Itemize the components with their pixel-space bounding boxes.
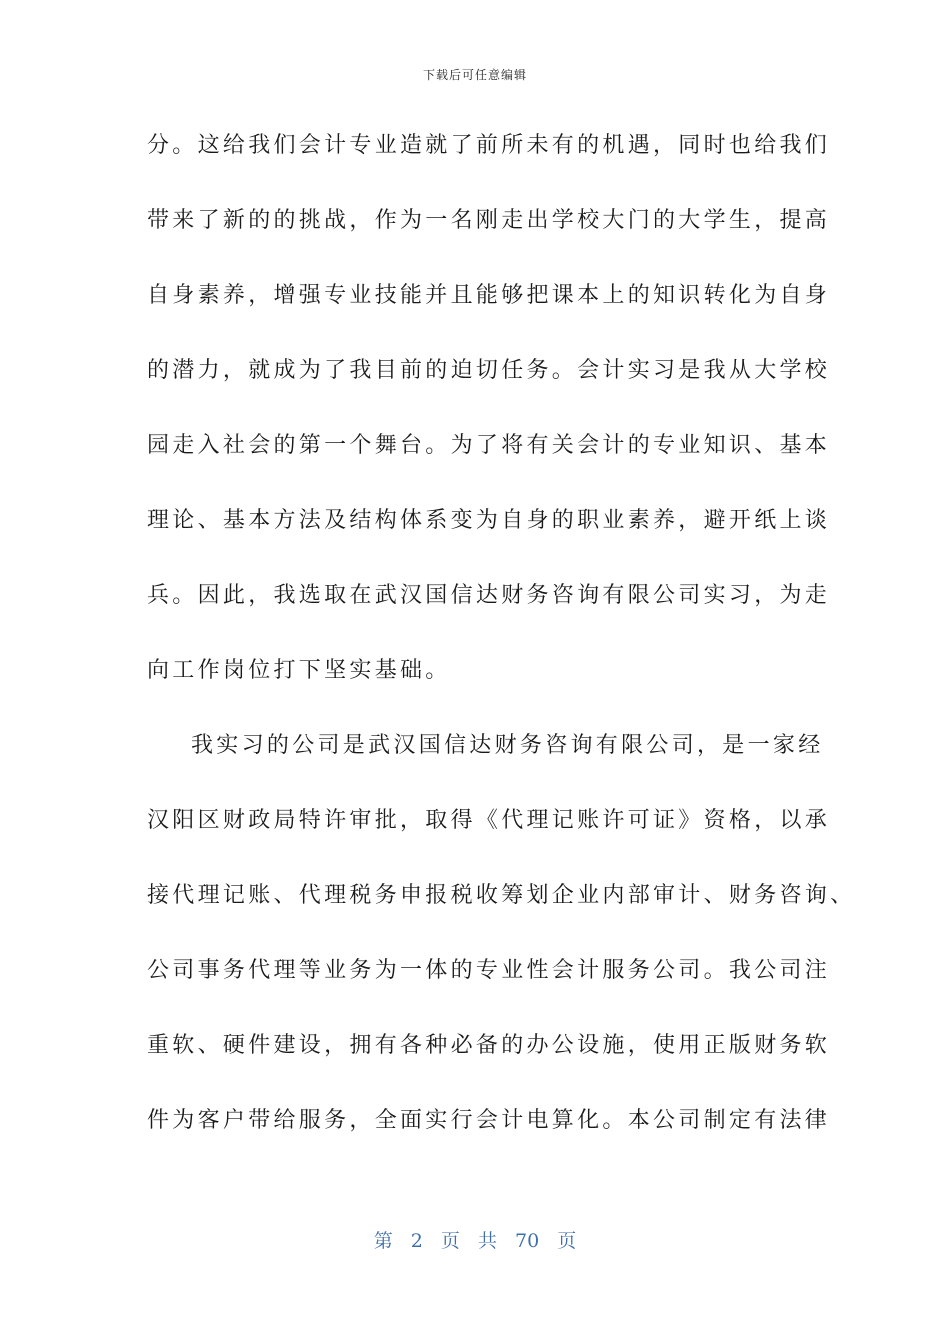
page-label-prefix: 第	[373, 1230, 393, 1252]
body-line: 园走入社会的第一个舞台。为了将有关会计的专业知识、基本	[147, 433, 831, 458]
body-line: 汉阳区财政局特许审批，取得《代理记账许可证》资格，以承	[147, 808, 831, 833]
current-page-number: 2	[410, 1230, 423, 1252]
body-line: 公司事务代理等业务为一体的专业性会计服务公司。我公司注	[147, 958, 831, 983]
body-line: 件为客户带给服务，全面实行会计电算化。本公司制定有法律	[147, 1108, 831, 1133]
body-line: 的潜力，就成为了我目前的迫切任务。会计实习是我从大学校	[147, 358, 831, 383]
body-line: 向工作岗位打下坚实基础。	[147, 658, 451, 683]
body-line: 兵。因此，我选取在武汉国信达财务咨询有限公司实习，为走	[147, 583, 831, 608]
page-label-suffix: 页	[557, 1230, 577, 1252]
page-number-footer	[0, 1226, 950, 1253]
paragraph-start-line: 我实习的公司是武汉国信达财务咨询有限公司，是一家经	[191, 733, 824, 758]
header-note: 下载后可任意编辑	[422, 68, 527, 82]
total-pages-number: 70	[515, 1230, 540, 1252]
body-line: 带来了新的的挑战，作为一名刚走出学校大门的大学生，提高	[147, 208, 831, 233]
document-body	[147, 128, 856, 1178]
body-line: 理论、基本方法及结构体系变为自身的职业素养，避开纸上谈	[147, 508, 831, 533]
body-line: 分。这给我们会计专业造就了前所未有的机遇，同时也给我们	[147, 133, 831, 158]
page-label-mid: 页	[440, 1230, 460, 1252]
total-label-prefix: 共	[477, 1230, 497, 1252]
body-line: 接代理记账、代理税务申报税收筹划企业内部审计、财务咨询、	[147, 883, 856, 908]
body-line: 自身素养，增强专业技能并且能够把课本上的知识转化为自身	[147, 283, 831, 308]
body-line: 重软、硬件建设，拥有各种必备的办公设施，使用正版财务软	[147, 1033, 831, 1058]
